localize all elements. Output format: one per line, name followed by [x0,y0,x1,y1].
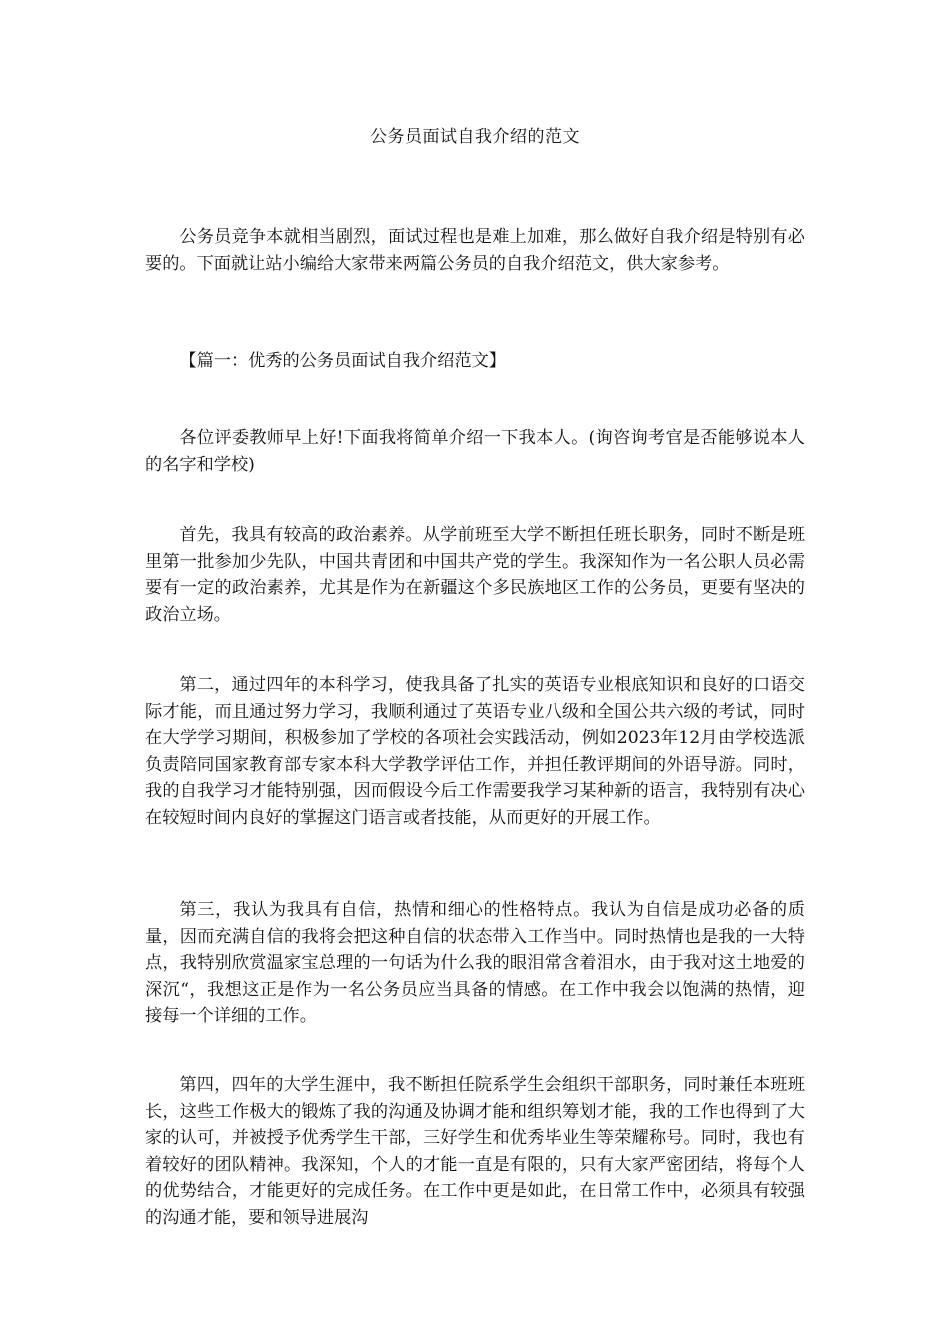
document-title: 公务员面试自我介绍的范文 [370,127,580,147]
paragraph-first: 首先，我具有较高的政治素养。从学前班至大学不断担任班长职务，同时不断是班里第一批参加少先队，中国共青团和中国共产党的学生。我深知作为一名公职人员必需要有一定的政治素养，尤其是作为在新疆这个多民族地区工作的公务员，更要有坚决的政治立场。 [145,525,805,625]
section-heading: 【篇一：优秀的公务员面试自我介绍范文】 [179,351,506,371]
paragraph-greeting: 各位评委教师早上好!下面我将简单介绍一下我本人。(询咨询考官是否能够说本人的名字和学校) [145,428,805,475]
paragraph-third: 第三，我认为我具有自信，热情和细心的性格特点。我认为自信是成功必备的质量，因而充满自信的我将会把这种自信的状态带入工作当中。同时热情也是我的一大特点，我特别欣赏温家宝总理的一句话为什么我的眼泪常含着泪水，由于我对这土地爱的深沉“，我想这正是作为一名公务员应当具备的情感。在工作中我会以饱满的热情，迎接每一个详细的工作。 [145,900,805,1026]
paragraph-fourth: 第四，四年的大学生涯中，我不断担任院系学生会组织干部职务，同时兼任本班班长，这些工作极大的锻炼了我的沟通及协调才能和组织筹划才能，我的工作也得到了大家的认可，并被授予优秀学生干部，三好学生和优秀毕业生等荣耀称号。同时，我也有着较好的团队精神。我深知，个人的才能一直是有限的，只有大家严密团结，将每个人的优势结合，才能更好的完成任务。在工作中更是如此，在日常工作中，必须具有较强的沟通才能，要和领导进展沟 [145,1075,805,1228]
intro-paragraph: 公务员竞争本就相当剧烈，面试过程也是难上加难，那么做好自我介绍是特别有必要的。下面就让站小编给大家带来两篇公务员的自我介绍范文，供大家参考。 [145,227,805,274]
paragraph-second: 第二，通过四年的本科学习，使我具备了扎实的英语专业根底知识和良好的口语交际才能，而且通过努力学习，我顺利通过了英语专业八级和全国公共六级的考试，同时在大学学习期间，积极参加了学校的各项社会实践活动，例如2023年12月由学校选派负责陪同国家教育部专家本科大学教学评估工作，并担任教评期间的外语导游。同时，我的自我学习才能特别强，因而假设今后工作需要我学习某种新的语言，我特别有决心在较短时间内良好的掌握这门语言或者技能，从而更好的开展工作。 [145,675,805,828]
